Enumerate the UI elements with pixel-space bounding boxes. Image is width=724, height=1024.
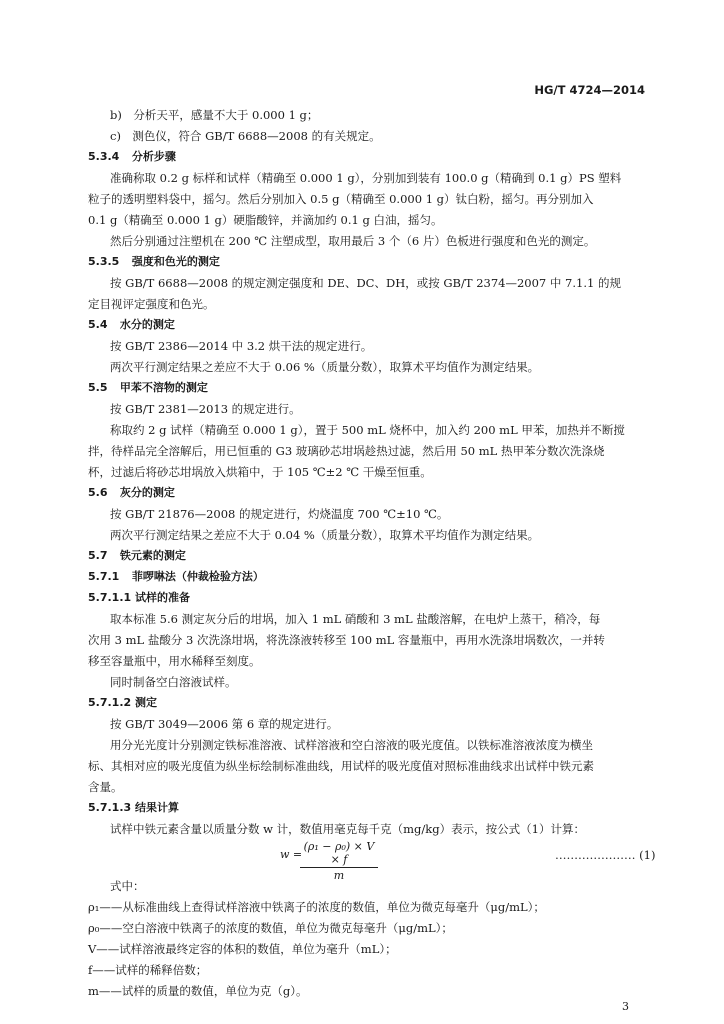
paragraph-line: 定目视评定强度和色光。 — [88, 297, 215, 311]
paragraph-line: 粒子的透明塑料袋中，摇匀。然后分别加入 0.5 g（精确至 0.000 1 g）钛白粉，摇匀。再分别加入 — [88, 192, 594, 206]
symbol-definition: V——试样溶液最终定容的体积的数值，单位为毫升（mL）； — [88, 942, 397, 956]
paragraph-line: 试样中铁元素含量以质量分数 w 计，数值用毫克每千克（mg/kg）表示，按公式（1）计算： — [110, 822, 585, 836]
section-heading-5-5: 5.5 甲苯不溶物的测定 — [88, 381, 208, 394]
paragraph-line: 按 GB/T 2381—2013 的规定进行。 — [110, 402, 301, 416]
paragraph-line: 按 GB/T 2386—2014 中 3.2 烘干法的规定进行。 — [110, 339, 373, 353]
list-item: b) 分析天平，感量不大于 0.000 1 g； — [110, 108, 319, 122]
paragraph-line: 取本标准 5.6 测定灰分后的坩埚，加入 1 mL 硝酸和 3 mL 盐酸溶解，在电炉上蒸干，稍冷，每 — [110, 612, 601, 626]
section-heading-5-7-1-3: 5.7.1.3 结果计算 — [88, 801, 179, 814]
symbol-definition: m——试样的质量的数值，单位为克（g）。 — [88, 984, 308, 998]
paragraph-line: 拌，待样品完全溶解后，用已恒重的 G3 玻璃砂芯坩埚趁热过滤，然后用 50 mL 热甲苯分数次洗涤烧 — [88, 444, 605, 458]
paragraph-line: 标、其相对应的吸光度值为纵坐标绘制标准曲线，用试样的吸光度值对照标准曲线求出试样中铁元素 — [88, 759, 594, 773]
paragraph-line: 两次平行测定结果之差应不大于 0.06 %（质量分数），取算术平均值作为测定结果。 — [110, 360, 540, 374]
symbol-definition: ρ₁——从标准曲线上查得试样溶液中铁离子的浓度的数值，单位为微克每毫升（μg/mL）； — [88, 900, 545, 914]
paragraph-line: 然后分别通过注塑机在 200 ℃ 注塑成型，取用最后 3 个（6 片）色板进行强度和色光的测定。 — [110, 234, 596, 248]
paragraph-line: 按 GB/T 3049—2006 第 6 章的规定进行。 — [110, 717, 339, 731]
paragraph-line: 按 GB/T 21876—2008 的规定进行，灼烧温度 700 ℃±10 ℃。 — [110, 507, 449, 521]
section-heading-5-6: 5.6 灰分的测定 — [88, 486, 175, 499]
list-item: c) 测色仪，符合 GB/T 6688—2008 的有关规定。 — [110, 129, 381, 143]
formula-numerator: (ρ₁ − ρ₀) × V × f — [300, 840, 378, 868]
section-heading-5-3-4: 5.3.4 分析步骤 — [88, 150, 176, 163]
section-heading-5-7-1-1: 5.7.1.1 试样的准备 — [88, 591, 190, 604]
where-label: 式中： — [110, 879, 145, 893]
paragraph-line: 移至容量瓶中，用水稀释至刻度。 — [88, 654, 261, 668]
section-heading-5-7-1-2: 5.7.1.2 测定 — [88, 696, 157, 709]
formula-1 — [280, 840, 378, 882]
formula-lhs: w = — [280, 848, 303, 861]
paragraph-line: 含量。 — [88, 780, 123, 794]
symbol-definition: f——试样的稀释倍数； — [88, 963, 208, 977]
section-heading-5-7-1: 5.7.1 菲啰啉法（仲裁检验方法） — [88, 570, 264, 583]
paragraph-line: 称取约 2 g 试样（精确至 0.000 1 g），置于 500 mL 烧杯中，加入约 200 mL 甲苯，加热并不断搅 — [110, 423, 625, 437]
section-heading-5-4: 5.4 水分的测定 — [88, 318, 175, 331]
paragraph-line: 准确称取 0.2 g 标样和试样（精确至 0.000 1 g），分别加到装有 100.0 g（精确到 0.1 g）PS 塑料 — [110, 171, 622, 185]
paragraph-line: 两次平行测定结果之差应不大于 0.04 %（质量分数），取算术平均值作为测定结果。 — [110, 528, 540, 542]
paragraph-line: 次用 3 mL 盐酸分 3 次洗涤坩埚，将洗涤液转移至 100 mL 容量瓶中，再用水洗涤坩埚数次，一并转 — [88, 633, 605, 647]
symbol-definition: ρ₀——空白溶液中铁离子的浓度的数值，单位为微克每毫升（μg/mL）； — [88, 921, 453, 935]
paragraph-line: 按 GB/T 6688—2008 的规定测定强度和 DE、DC、DH，或按 GB/T 2374—2007 中 7.1.1 的规 — [110, 276, 621, 290]
paragraph-line: 同时制备空白溶液试样。 — [110, 675, 237, 689]
page-number: 3 — [622, 1000, 629, 1013]
section-heading-5-3-5: 5.3.5 强度和色光的测定 — [88, 255, 220, 268]
standard-number: HG/T 4724—2014 — [534, 83, 645, 97]
paragraph-line: 用分光光度计分别测定铁标准溶液、试样溶液和空白溶液的吸光度值。以铁标准溶液浓度为横坐 — [110, 738, 593, 752]
formula-denominator: m — [333, 869, 345, 882]
section-heading-5-7: 5.7 铁元素的测定 — [88, 549, 186, 562]
paragraph-line: 杯，过滤后将砂芯坩埚放入烘箱中，于 105 ℃±2 ℃ 干燥至恒重。 — [88, 465, 432, 479]
paragraph-line: 0.1 g（精确至 0.000 1 g）硬脂酸锌，并滴加约 0.1 g 白油，摇匀。 — [88, 213, 443, 227]
formula-number: ………………… (1) — [555, 848, 656, 862]
